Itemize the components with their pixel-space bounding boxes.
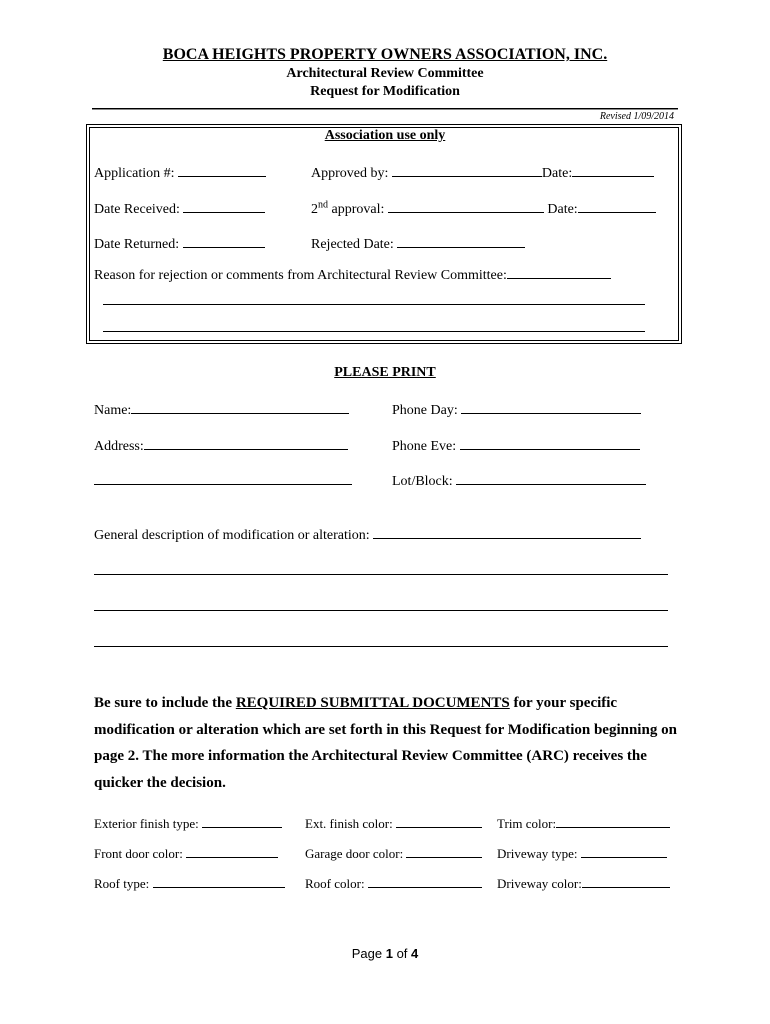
roof-type-field[interactable]: Roof type: xyxy=(94,875,285,892)
required-documents-emphasis: REQUIRED SUBMITTAL DOCUMENTS xyxy=(235,695,510,711)
org-name: BOCA HEIGHTS PROPERTY OWNERS ASSOCIATION, INC. xyxy=(162,46,608,63)
phone-day-field[interactable]: Phone Day: xyxy=(392,399,641,419)
phone-eve-field[interactable]: Phone Eve: xyxy=(392,435,640,455)
revised-date: Revised 1/09/2014 xyxy=(599,111,674,122)
description-line-3[interactable] xyxy=(94,646,668,647)
lot-block-field[interactable]: Lot/Block: xyxy=(392,470,646,490)
committee-name: Architectural Review Committee xyxy=(286,66,484,81)
association-title: Association use only xyxy=(324,128,446,143)
driveway-color-field[interactable]: Driveway color: xyxy=(497,875,670,892)
front-door-color-field[interactable]: Front door color: xyxy=(94,845,278,862)
roof-color-field[interactable]: Roof color: xyxy=(305,875,482,892)
description-line-2[interactable] xyxy=(94,610,668,611)
rejection-reason-field[interactable]: Reason for rejection or comments from Architectural Review Committee: xyxy=(94,264,611,284)
header-rule xyxy=(92,108,678,110)
date-received-field[interactable]: Date Received: xyxy=(94,198,265,218)
rejected-date-field[interactable]: Rejected Date: xyxy=(311,233,525,253)
page-number: Page 1 of 4 xyxy=(351,946,419,961)
description-line-1[interactable] xyxy=(94,574,668,575)
address-field[interactable]: Address: xyxy=(94,435,348,455)
approved-by-field[interactable]: Approved by: Date: xyxy=(311,162,654,182)
name-field[interactable]: Name: xyxy=(94,399,349,419)
trim-color-field[interactable]: Trim color: xyxy=(497,815,670,832)
garage-door-color-field[interactable]: Garage door color: xyxy=(305,845,482,862)
submittal-notice: Be sure to include the REQUIRED SUBMITTAL DOCUMENTS for your specific modification or alteration which are set forth in this Request for Modification beginning on page 2. The more information the Architectural Review Committee (ARC) receives the quicker the decision. xyxy=(94,695,677,791)
general-description-field[interactable]: General description of modification or alteration: xyxy=(94,524,641,544)
address-line-2[interactable] xyxy=(94,484,352,485)
driveway-type-field[interactable]: Driveway type: xyxy=(497,845,667,862)
please-print-heading: PLEASE PRINT xyxy=(334,365,436,380)
application-number-field[interactable]: Application #: xyxy=(94,162,266,182)
rejection-reason-line-1[interactable] xyxy=(103,304,645,305)
date-returned-field[interactable]: Date Returned: xyxy=(94,233,265,253)
form-title: Request for Modification xyxy=(310,84,460,99)
exterior-finish-type-field[interactable]: Exterior finish type: xyxy=(94,815,282,832)
second-approval-field[interactable]: 2nd approval: Date: xyxy=(311,198,656,218)
rejection-reason-line-2[interactable] xyxy=(103,331,645,332)
ext-finish-color-field[interactable]: Ext. finish color: xyxy=(305,815,482,832)
